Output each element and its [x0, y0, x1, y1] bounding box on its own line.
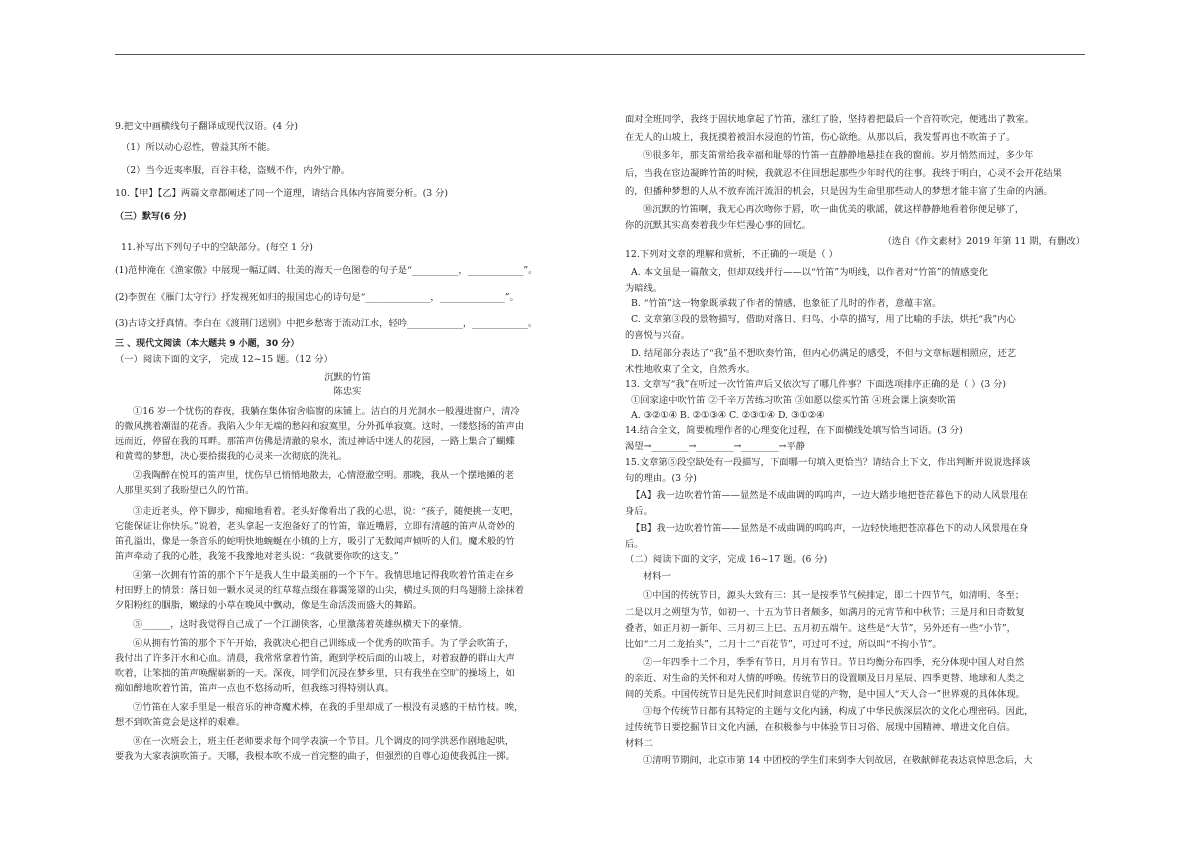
right-text-line: 比如“二月二龙抬头”，二月十二“百花节”，可过可不过，所以叫“不拘小节”。 — [625, 639, 942, 650]
right-text-line: 间的关系。中国传统节日是先民们时间意识自觉的产物，是中国人“天人合一”世界观的具体体现。 — [625, 689, 1025, 700]
right-text-line: 的喜悦与兴奋。 — [625, 330, 691, 341]
right-text-line: 12.下列对文章的理解和赏析，不正确的一项是（ ） — [625, 249, 838, 260]
left-text-line: （2）当今近夷率服，百谷丰稔，盗贼不作，内外宁静。 — [121, 165, 351, 176]
right-text-line: B. “竹笛”这一物象既承载了作者的情感，也象征了儿时的作者，意蕴丰富。 — [631, 298, 942, 309]
left-text-line: 我付出了许多汗水和心血。清晨，我常常拿着竹笛，跑到学校后面的山坡上，对着寂静的群山大声 — [115, 653, 515, 664]
right-text-line: A. 本文虽是一篇散文，但却双线并行——以“竹笛”为明线，以作者对“竹笛”的情感变化 — [631, 267, 989, 278]
left-text-line: 它能保证让你快乐。”说着，老头拿起一支泡备好了的竹笛，靠近嘴唇，立即有清越的笛声从奇妙的 — [115, 521, 515, 532]
right-text-line: D. 结尾部分表达了“我”虽不想吹奏竹笛，但内心仍满足的感受，不但与文章标题相照应，还艺 — [631, 348, 1017, 359]
right-text-line: 句的理由。(3 分) — [625, 473, 697, 484]
right-text-line: ①中国的传统节日，源头大致有三：其一是按季节气候排定，即二十四节气，如清明、冬至； — [643, 590, 1025, 601]
right-text-line: 渴望→________→________→________→平静 — [625, 441, 805, 452]
right-text-line: 材料一 — [643, 571, 671, 582]
left-text-line: (3)古诗文抒真情。李白在《渡荆门送别》中把乡愁寄于流动江水，轻吟____________，____________。 — [115, 318, 538, 329]
right-text-line: 为暗线。 — [625, 283, 663, 294]
right-text-line: 二是以月之朔望为节，如初一、十五为节日者颇多，如满月的元宵节和中秋节；三是月和日奇数复 — [625, 607, 1025, 618]
left-text-line: ⑤______，这时我觉得自己成了一个江湖侠客，心里激荡着英雄纵横天下的豪情。 — [133, 619, 468, 630]
right-text-line: 后。 — [625, 539, 644, 550]
left-text-line: ①16 岁一个忧伤的春夜，我躺在集体宿舍临窗的床铺上。洁白的月光洞水一般漫进窗户，清冷 — [133, 406, 520, 417]
right-text-line: ⑨很多年，那支笛常给我幸福和耻辱的竹笛一直静静地悬挂在我的窗前。岁月悄然而过，多少年 — [643, 150, 1034, 161]
right-text-line: 面对全班同学，我终于固状地拿起了竹笛，涨红了脸，坚持着把最后一个音符吹完，便逃出了教室。 — [625, 114, 1035, 125]
left-text-line: （1）所以动心忍性，曾益其所不能。 — [121, 142, 276, 153]
header-rule — [115, 54, 1085, 55]
right-text-line: C. 文章第③段的景物描写，借助对落日、归鸟、小草的描写，用了比喻的手法，烘托“我”内心 — [631, 314, 1016, 325]
left-text-line: 远而近，停留在我的耳畔。那笛声仿佛是清澈的泉水，流过神话中迷人的花园，一路上集合了蝴蝶 — [115, 436, 515, 447]
left-text-line: ⑥从拥有竹笛的那个下午开始，我就决心把自己训练成一个优秀的吹笛手。为了学会吹笛子， — [133, 638, 515, 649]
right-text-line: A. ③②①④ B. ②①③④ C. ②③①④ D. ③①②④ — [631, 410, 825, 421]
left-text-line: ⑧在一次班会上，班主任老师要求每个同学表演一个节目。几个调皮的同学洪恶作剧地起哄， — [133, 736, 515, 747]
right-text-line: 【A】我一边吹着竹笛——显然是不成曲调的呜呜声，一边大踏步地把苍茫暮色下的动人风景甩在 — [631, 490, 1029, 501]
right-text-line: 13. 文章写“我”在听过一次竹笛声后又依次写了哪几件事？下面选项排序正确的是（ ）(3 分) — [625, 379, 1007, 390]
right-text-line: （二）阅读下面的文字，完成 16~17 题。(6 分) — [625, 554, 828, 565]
left-text-line: 沉默的竹笛 — [324, 372, 371, 383]
left-text-line: ⑦竹笛在人家手里是一根音乐的神奇魔术棒，在我的手里却成了一根没有灵感的干枯竹枝。唉， — [133, 702, 524, 713]
left-text-line: ②我陶醉在悦耳的笛声里，忧伤早已悄悄地散去，心情澄澈空明。那晚，我从一个摆地摊的老 — [133, 470, 515, 481]
left-text-line: (1)范仲淹在《渔家傲》中展现一幅辽阔、壮美的海天一色图卷的句子是“__________，____________”。 — [115, 265, 538, 276]
left-text-line: 10.【甲】【乙】两篇文章都阐述了同一个道理，请结合具体内容简要分析。(3 分) — [115, 188, 449, 199]
left-text-line: 三 、现代文阅读（本大题共 9 小题，30 分） — [115, 339, 300, 349]
right-text-line: ⑩沉默的竹笛啊，我无心再次吻你于唇，吹一曲优美的歌謡，就这样静静地看着你便足够了， — [643, 204, 1025, 215]
right-text-line: 15.文章第⑤段空缺处有一段描写，下面哪一句填入更恰当？请结合上下文，作出判断并说说选择该 — [625, 457, 1031, 468]
left-text-line: 想不到吹笛竟会是这样的艰难。 — [115, 717, 246, 728]
right-text-line: ②一年四季十二个月，季季有节日，月月有节日。节日均衡分布四季，充分体现中国人对自然 — [643, 657, 1025, 668]
right-text-line: 你的沉默其实高奏着我少年烂漫心事的回忆。 — [625, 220, 811, 231]
left-text-line: 和黄莺的梦想，决心要拾掇我的心灵来一次彻底的洗礼。 — [115, 451, 348, 462]
right-text-line: 在无人的山坡上，我抚摸着被泪水浸泡的竹笛，伤心欲绝。从那以后，我发誓再也不吹笛子了。 — [625, 132, 1016, 143]
right-text-line: 的亲近、对生命的关怀和对人情的呼唤。传统节日的设置顺及日月星辰、四季更替、地球和人类之 — [625, 673, 1025, 684]
left-text-line: （三）默写(6 分) — [115, 212, 187, 222]
left-text-line: 要我为大家表演吹笛子。天哪，我根本吹不成一首完整的曲子，但强烈的自尊心迫使我孤注一掷。 — [115, 751, 515, 762]
left-text-line: 笛孔溢出，像是一条音乐的蛇明快地蜿蜒在小镇的上方，吸引了无数闻声倾听的人们。魔术般的竹 — [115, 536, 515, 547]
left-text-line: 9.把文中画横线句子翻译成现代汉语。(4 分) — [115, 121, 299, 132]
right-text-line: ③每个传统节日都有其特定的主题与文化内涵，构成了中华民族深层次的文化心理密码。因此， — [643, 706, 1034, 717]
right-text-line: 术性地收束了全文，自然秀水。 — [625, 364, 756, 375]
left-text-line: 人那里买到了我盼望已久的竹笛。 — [115, 485, 255, 496]
right-text-line: ①回家途中吹竹笛 ②千辛万苦练习吹笛 ③如愿以偿买竹笛 ④班会课上演奏吹笛 — [631, 395, 956, 406]
left-text-line: ③走近老头，停下脚步，痴痴地看着。老头好像看出了我的心思，说：“孩子，随便挑一支吧， — [133, 506, 519, 517]
left-text-line: 笛声牵动了我的心胜，我笼不我豫地对老头说：“我就要你吹的这支。” — [115, 551, 399, 562]
right-text-line: 的，但播种梦想的人从不放弃流汗流泪的机会，只是因为生命里那些动人的梦想才能丰富了生命的内涵。 — [625, 186, 1053, 197]
right-text-line: 【B】我一边吹着竹笛——显然是不成曲调的呜呜声，一边轻快地把苍凉暮色下的动人风景甩在身 — [631, 523, 1029, 534]
left-text-line: 夕阳粉红的胭脂，嫩绿的小草在晚风中飘动，像是生命活泼而盛大的舞蹈。 — [115, 600, 422, 611]
right-text-line: 14.结合全文，简要梳理作者的心理变化过程，在下面横线处填写恰当词语。(3 分) — [625, 425, 963, 436]
left-text-line: ④第一次拥有竹笛的那个下午是我人生中最美丽的一个下午。我情思地记得我吹着竹笛走在乡 — [133, 570, 515, 581]
left-text-line: 的微风携着潮湿的花香。我陷入少年无端的愁闷和寂寞里，分外孤单寂寞。这时，一缕悠扬的笛声由 — [115, 421, 525, 432]
left-text-line: 痴如醉地吹着竹笛，笛声一点也不悠扬动听，但我练习得特别认真。 — [115, 683, 394, 694]
left-text-line: 11.补写出下列句子中的空缺部分。(每空 1 分) — [121, 242, 313, 253]
right-text-line: 材料二 — [625, 738, 653, 749]
right-text-line: 身后。 — [625, 506, 653, 517]
left-text-line: 村田野上的情景：落日如一颗水灵灵的红草莓点缀在暮霭笼罩的山尖，横过头顶的归鸟翅膀上涂抹着 — [115, 585, 525, 596]
left-text-line: （一）阅读下面的文字， 完成 12~15 题。（12 分） — [115, 354, 333, 365]
right-text-line: 过传统节日要挖掘节日文化内涵，在积极参与中体验节日习俗、展现中国精神、增进文化自信。 — [625, 722, 1016, 733]
right-text-line: 后，当我在宦边凝眸竹笛的时候，我就忍不住回想起那些少年时代的往事。我终于明白，心灵不会开花结果 — [625, 168, 1062, 179]
left-text-line: 陈忠实 — [333, 386, 362, 397]
left-text-line: (2)李贺在《雁门太守行》抒发视死如归的报国忠心的诗句是“______________，______________”。 — [115, 292, 519, 303]
right-text-line: 叠者，如正月初一新年、三月初三上巳、五月初五端午。这些是“大节”，另外还有一些“小节”， — [625, 623, 1016, 634]
left-text-line: 吹着，让笨拙的笛声唤醒崭新的一天。深夜，同学们沉浸在梦乡里，只有我坐在空旷的操场上，如 — [115, 668, 515, 679]
right-text-line: ①清明节期间，北京市第 14 中团校的学生们来到李大钊故居，在敬献鲜花表达哀悼思念后，大 — [643, 755, 1033, 766]
right-text-line: （选自《作文素材》2019 年第 11 期，有删改） — [882, 236, 1085, 247]
